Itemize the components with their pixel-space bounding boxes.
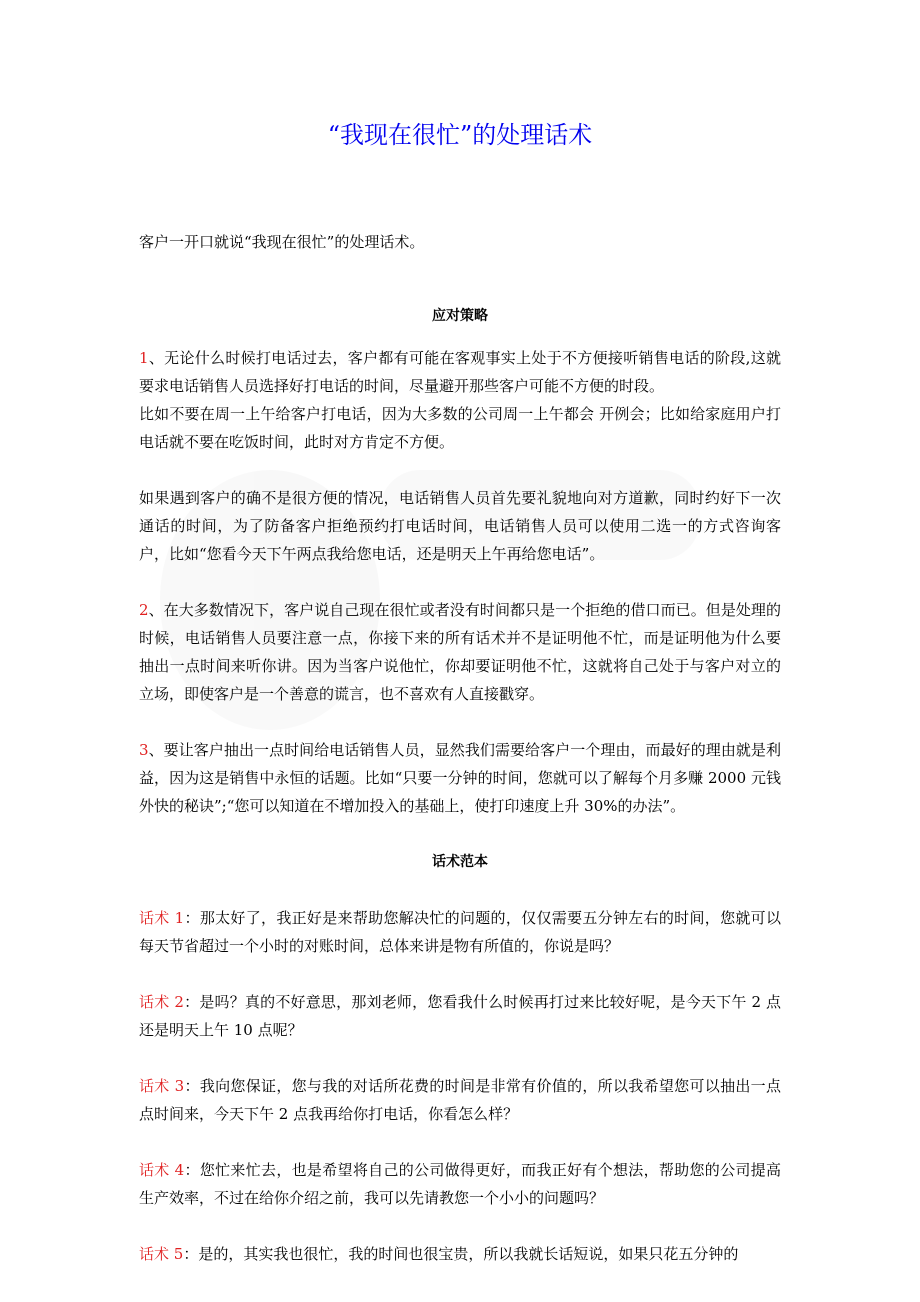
strategy-text: 、要让客户抽出一点时间给电话销售人员，显然我们需要给客户一个理由，而最好的理由就是利益，因为这是销售中永恒的话题。比如“只要一分钟的时间，您就可以了解每个月多赚 2000 元钱外快的秘诀”;“您可以知道在不增加投入的基础上，使打印速度上升 30%的办法”。: [139, 741, 781, 815]
script-label: 话术 3: [139, 1077, 185, 1095]
document-body: [139, 228, 781, 1268]
strategy-heading: 应对策略: [432, 308, 488, 324]
scripts-heading: 话术范本: [432, 854, 488, 870]
script-text: ：那太好了，我正好是来帮助您解决忙的问题的，仅仅需要五分钟左右的时间，您就可以每天节省超过一个小时的对账时间，总体来讲是物有所值的，你说是吗？: [139, 909, 781, 955]
page-title: “我现在很忙”的处理话术: [327, 121, 593, 149]
strategy-item-1-example: 比如不要在周一上午给客户打电话，因为大多数的公司周一上午都会 开例会；比如给家庭用户打电话就不要在吃饭时间，此时对方肯定不方便。: [139, 405, 781, 451]
intro-paragraph: 客户一开口就说“我现在很忙”的处理话术。: [139, 233, 425, 251]
strategy-text: 、在大多数情况下，客户说自己现在很忙或者没有时间都只是一个拒绝的借口而已。但是处理的时候，电话销售人员要注意一点，你接下来的所有话术并不是证明他不忙，而是证明他为什么要抽出一点时间来听你讲。因为当客户说他忙，你却要证明他不忙，这就将自己处于与客户对立的立场，即使客户是一个善意的谎言，也不喜欢有人直接戳穿。: [139, 601, 781, 703]
script-item-1: [139, 904, 781, 960]
script-label: 话术 5: [139, 1245, 184, 1263]
strategy-item-1: [139, 344, 781, 400]
script-text: ：是的，其实我也很忙，我的时间也很宝贵，所以我就长话短说，如果只花五分钟的: [183, 1245, 739, 1263]
script-label: 话术 4: [139, 1161, 185, 1179]
script-label: 话术 1: [139, 909, 185, 927]
script-item-4: [139, 1156, 781, 1212]
script-item-3: [139, 1072, 781, 1128]
script-text: ：我向您保证，您与我的对话所花费的时间是非常有价值的，所以我希望您可以抽出一点点时间来，今天下午 2 点我再给你打电话，你看怎么样？: [139, 1077, 781, 1123]
strategy-text: 、无论什么时候打电话过去，客户都有可能在客观事实上处于不方便接听销售电话的阶段,这就要求电话销售人员选择好打电话的时间，尽量避开那些客户可能不方便的时段。: [139, 349, 781, 395]
script-item-5: [139, 1240, 781, 1268]
strategy-number: 3: [139, 741, 149, 759]
strategy-item-2: [139, 596, 781, 708]
strategy-item-1-extra: 如果遇到客户的确不是很方便的情况，电话销售人员首先要礼貌地向对方道歉，同时约好下一次通话的时间，为了防备客户拒绝预约打电话时间，电话销售人员可以使用二选一的方式咨询客户，比如“您看今天下午两点我给您电话，还是明天上午再给您电话”。: [139, 489, 781, 563]
script-text: ：您忙来忙去，也是希望将自己的公司做得更好，而我正好有个想法，帮助您的公司提高生产效率，不过在给你介绍之前，我可以先请教您一个小小的问题吗？: [139, 1161, 781, 1207]
strategy-number: 1: [139, 349, 149, 367]
strategy-item-3: [139, 736, 781, 820]
strategy-number: 2: [139, 601, 149, 619]
script-item-2: [139, 988, 781, 1044]
script-label: 话术 2: [139, 993, 184, 1011]
script-text: ：是吗？真的不好意思，那刘老师，您看我什么时候再打过来比较好呢，是今天下午 2 点还是明天上午 10 点呢？: [139, 993, 781, 1039]
